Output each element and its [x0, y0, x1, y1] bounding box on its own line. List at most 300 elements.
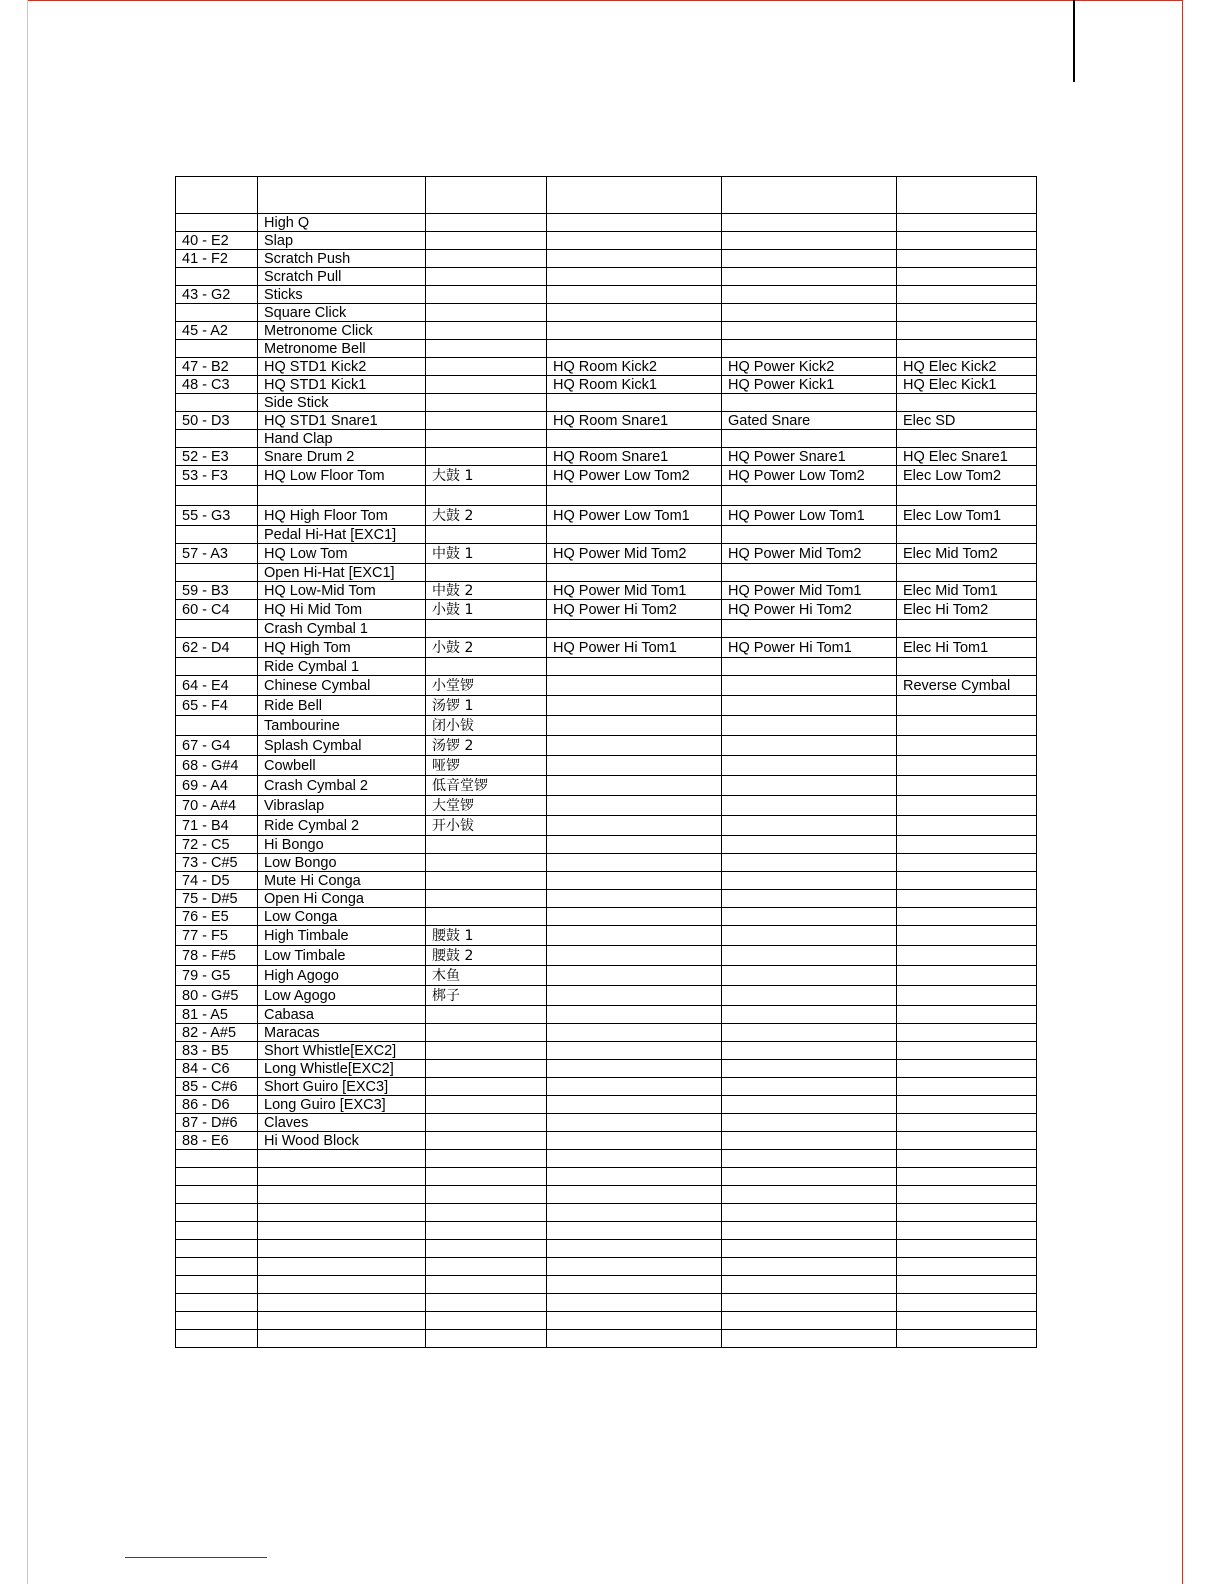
power-kit-cell	[722, 1132, 897, 1150]
power-kit-cell: HQ Power Hi Tom1	[722, 638, 897, 658]
elec-kit-cell	[897, 946, 1037, 966]
power-kit-cell	[722, 214, 897, 232]
chinese-name-cell	[426, 1132, 547, 1150]
room-kit-cell	[547, 1186, 722, 1204]
note-cell	[176, 1240, 258, 1258]
instrument-cell	[258, 1294, 426, 1312]
note-cell: 69 - A4	[176, 776, 258, 796]
instrument-cell: HQ STD1 Kick1	[258, 376, 426, 394]
note-cell	[176, 1258, 258, 1276]
room-kit-cell	[547, 340, 722, 358]
instrument-cell	[258, 1150, 426, 1168]
note-cell	[176, 1186, 258, 1204]
power-kit-cell	[722, 1312, 897, 1330]
note-cell: 68 - G#4	[176, 756, 258, 776]
note-cell	[176, 1150, 258, 1168]
instrument-cell: High Timbale	[258, 926, 426, 946]
elec-kit-cell	[897, 756, 1037, 776]
power-kit-cell: HQ Power Mid Tom1	[722, 582, 897, 600]
note-cell: 76 - E5	[176, 908, 258, 926]
instrument-cell: Slap	[258, 232, 426, 250]
chinese-name-cell: 小鼓 1	[426, 600, 547, 620]
note-cell: 87 - D#6	[176, 1114, 258, 1132]
chinese-name-cell	[426, 1240, 547, 1258]
elec-kit-cell	[897, 486, 1037, 506]
note-cell: 65 - F4	[176, 696, 258, 716]
room-kit-cell	[547, 1204, 722, 1222]
power-kit-cell	[722, 872, 897, 890]
room-kit-cell	[547, 1132, 722, 1150]
room-kit-cell	[547, 564, 722, 582]
note-cell: 62 - D4	[176, 638, 258, 658]
room-kit-cell	[547, 1114, 722, 1132]
room-kit-cell	[547, 1240, 722, 1258]
room-kit-cell: HQ Power Low Tom1	[547, 506, 722, 526]
room-kit-cell: HQ Power Mid Tom2	[547, 544, 722, 564]
room-kit-cell: HQ Power Hi Tom1	[547, 638, 722, 658]
elec-kit-cell	[897, 250, 1037, 268]
note-cell	[176, 1222, 258, 1240]
room-kit-cell: HQ Power Low Tom2	[547, 466, 722, 486]
table-row	[176, 358, 1037, 376]
power-kit-cell	[722, 1258, 897, 1276]
instrument-cell: Low Timbale	[258, 946, 426, 966]
instrument-cell	[258, 1240, 426, 1258]
room-kit-cell	[547, 890, 722, 908]
note-cell	[176, 716, 258, 736]
instrument-cell: HQ High Floor Tom	[258, 506, 426, 526]
note-cell: 83 - B5	[176, 1042, 258, 1060]
table-row	[176, 177, 1037, 214]
power-kit-cell	[722, 486, 897, 506]
elec-kit-cell	[897, 658, 1037, 676]
note-cell: 74 - D5	[176, 872, 258, 890]
room-kit-cell: HQ Room Snare1	[547, 448, 722, 466]
instrument-cell: Ride Cymbal 2	[258, 816, 426, 836]
chinese-name-cell: 小鼓 2	[426, 638, 547, 658]
elec-kit-cell	[897, 890, 1037, 908]
instrument-cell: Side Stick	[258, 394, 426, 412]
power-kit-cell	[722, 1204, 897, 1222]
power-kit-cell	[722, 1114, 897, 1132]
instrument-cell: HQ Low Floor Tom	[258, 466, 426, 486]
table-row	[176, 890, 1037, 908]
chinese-name-cell: 中鼓 1	[426, 544, 547, 564]
power-kit-cell	[722, 716, 897, 736]
note-cell: 41 - F2	[176, 250, 258, 268]
chinese-name-cell: 大鼓 1	[426, 466, 547, 486]
instrument-cell	[258, 1186, 426, 1204]
room-kit-cell	[547, 796, 722, 816]
table-row	[176, 946, 1037, 966]
power-kit-cell	[722, 1168, 897, 1186]
instrument-cell: Splash Cymbal	[258, 736, 426, 756]
room-kit-cell	[547, 214, 722, 232]
page-right-border	[1182, 0, 1183, 1584]
note-cell: 40 - E2	[176, 232, 258, 250]
elec-kit-cell	[897, 1204, 1037, 1222]
power-kit-cell: HQ Power Kick1	[722, 376, 897, 394]
elec-kit-cell	[897, 926, 1037, 946]
table-row	[176, 412, 1037, 430]
room-kit-cell	[547, 736, 722, 756]
room-kit-cell	[547, 1006, 722, 1024]
instrument-cell	[258, 1204, 426, 1222]
note-cell: 88 - E6	[176, 1132, 258, 1150]
power-kit-cell	[722, 1096, 897, 1114]
chinese-name-cell	[426, 1186, 547, 1204]
chinese-name-cell	[426, 250, 547, 268]
power-kit-cell: HQ Power Low Tom2	[722, 466, 897, 486]
room-kit-cell	[547, 966, 722, 986]
power-kit-cell	[722, 1222, 897, 1240]
room-kit-cell	[547, 816, 722, 836]
instrument-cell: Ride Cymbal 1	[258, 658, 426, 676]
instrument-cell: Metronome Click	[258, 322, 426, 340]
instrument-cell	[258, 177, 426, 214]
table-row	[176, 854, 1037, 872]
power-kit-cell	[722, 736, 897, 756]
table-row	[176, 466, 1037, 486]
power-kit-cell	[722, 854, 897, 872]
room-kit-cell	[547, 1024, 722, 1042]
elec-kit-cell: HQ Elec Snare1	[897, 448, 1037, 466]
power-kit-cell	[722, 1024, 897, 1042]
power-kit-cell	[722, 756, 897, 776]
chinese-name-cell	[426, 872, 547, 890]
room-kit-cell	[547, 908, 722, 926]
note-cell: 59 - B3	[176, 582, 258, 600]
table-row	[176, 1222, 1037, 1240]
power-kit-cell	[722, 816, 897, 836]
instrument-cell: Open Hi Conga	[258, 890, 426, 908]
chinese-name-cell	[426, 177, 547, 214]
room-kit-cell	[547, 776, 722, 796]
table-row	[176, 908, 1037, 926]
elec-kit-cell	[897, 232, 1037, 250]
page-left-border	[27, 0, 28, 1584]
chinese-name-cell	[426, 1042, 547, 1060]
room-kit-cell	[547, 872, 722, 890]
instrument-cell: Scratch Push	[258, 250, 426, 268]
instrument-cell: Long Whistle[EXC2]	[258, 1060, 426, 1078]
note-cell	[176, 620, 258, 638]
note-cell	[176, 1330, 258, 1348]
elec-kit-cell	[897, 1114, 1037, 1132]
elec-kit-cell	[897, 1258, 1037, 1276]
note-cell	[176, 340, 258, 358]
power-kit-cell	[722, 658, 897, 676]
note-cell: 80 - G#5	[176, 986, 258, 1006]
table-row	[176, 776, 1037, 796]
elec-kit-cell: Elec SD	[897, 412, 1037, 430]
instrument-cell: Low Bongo	[258, 854, 426, 872]
elec-kit-cell	[897, 1312, 1037, 1330]
instrument-cell: Tambourine	[258, 716, 426, 736]
table-row	[176, 232, 1037, 250]
room-kit-cell	[547, 1150, 722, 1168]
power-kit-cell	[722, 1294, 897, 1312]
instrument-cell: High Q	[258, 214, 426, 232]
chinese-name-cell	[426, 1150, 547, 1168]
table-row	[176, 1240, 1037, 1258]
elec-kit-cell	[897, 1042, 1037, 1060]
power-kit-cell	[722, 564, 897, 582]
elec-kit-cell: Elec Hi Tom1	[897, 638, 1037, 658]
room-kit-cell: HQ Room Kick1	[547, 376, 722, 394]
note-cell	[176, 1168, 258, 1186]
table-row	[176, 1204, 1037, 1222]
elec-kit-cell: Elec Low Tom2	[897, 466, 1037, 486]
elec-kit-cell: HQ Elec Kick2	[897, 358, 1037, 376]
instrument-cell: Hand Clap	[258, 430, 426, 448]
table-row	[176, 676, 1037, 696]
instrument-cell: Maracas	[258, 1024, 426, 1042]
instrument-cell: Low Conga	[258, 908, 426, 926]
elec-kit-cell	[897, 908, 1037, 926]
chinese-name-cell	[426, 658, 547, 676]
note-cell	[176, 430, 258, 448]
table-row	[176, 1330, 1037, 1348]
elec-kit-cell	[897, 1276, 1037, 1294]
note-cell: 73 - C#5	[176, 854, 258, 872]
power-kit-cell: HQ Power Mid Tom2	[722, 544, 897, 564]
table-row	[176, 872, 1037, 890]
table-row	[176, 716, 1037, 736]
elec-kit-cell	[897, 177, 1037, 214]
power-kit-cell	[722, 340, 897, 358]
room-kit-cell	[547, 1222, 722, 1240]
chinese-name-cell	[426, 1222, 547, 1240]
room-kit-cell	[547, 1168, 722, 1186]
power-kit-cell	[722, 966, 897, 986]
power-kit-cell	[722, 286, 897, 304]
table-row	[176, 214, 1037, 232]
note-cell: 60 - C4	[176, 600, 258, 620]
chinese-name-cell: 中鼓 2	[426, 582, 547, 600]
instrument-cell: Pedal Hi-Hat [EXC1]	[258, 526, 426, 544]
instrument-cell: Mute Hi Conga	[258, 872, 426, 890]
room-kit-cell	[547, 486, 722, 506]
table-row	[176, 1132, 1037, 1150]
power-kit-cell	[722, 926, 897, 946]
room-kit-cell	[547, 1078, 722, 1096]
instrument-cell: HQ Low Tom	[258, 544, 426, 564]
chinese-name-cell: 梆子	[426, 986, 547, 1006]
elec-kit-cell	[897, 340, 1037, 358]
room-kit-cell	[547, 836, 722, 854]
note-cell: 50 - D3	[176, 412, 258, 430]
note-cell: 71 - B4	[176, 816, 258, 836]
note-cell	[176, 304, 258, 322]
note-cell: 70 - A#4	[176, 796, 258, 816]
instrument-cell: Short Whistle[EXC2]	[258, 1042, 426, 1060]
power-kit-cell	[722, 1060, 897, 1078]
power-kit-cell	[722, 1042, 897, 1060]
room-kit-cell	[547, 946, 722, 966]
note-cell	[176, 394, 258, 412]
room-kit-cell	[547, 1060, 722, 1078]
elec-kit-cell	[897, 1132, 1037, 1150]
elec-kit-cell	[897, 1186, 1037, 1204]
room-kit-cell	[547, 854, 722, 872]
note-cell: 72 - C5	[176, 836, 258, 854]
table-row	[176, 506, 1037, 526]
elec-kit-cell	[897, 986, 1037, 1006]
table-row	[176, 376, 1037, 394]
note-cell	[176, 214, 258, 232]
chinese-name-cell	[426, 486, 547, 506]
instrument-cell: Short Guiro [EXC3]	[258, 1078, 426, 1096]
instrument-cell	[258, 1168, 426, 1186]
chinese-name-cell: 腰鼓 1	[426, 926, 547, 946]
instrument-cell: HQ High Tom	[258, 638, 426, 658]
elec-kit-cell	[897, 966, 1037, 986]
elec-kit-cell	[897, 1024, 1037, 1042]
power-kit-cell	[722, 394, 897, 412]
room-kit-cell	[547, 1294, 722, 1312]
instrument-cell: Metronome Bell	[258, 340, 426, 358]
power-kit-cell: Gated Snare	[722, 412, 897, 430]
power-kit-cell	[722, 232, 897, 250]
power-kit-cell	[722, 620, 897, 638]
instrument-cell: HQ STD1 Kick2	[258, 358, 426, 376]
chinese-name-cell	[426, 340, 547, 358]
table-row	[176, 448, 1037, 466]
power-kit-cell	[722, 1240, 897, 1258]
instrument-cell: Chinese Cymbal	[258, 676, 426, 696]
table-row	[176, 1150, 1037, 1168]
elec-kit-cell	[897, 430, 1037, 448]
room-kit-cell	[547, 1312, 722, 1330]
elec-kit-cell	[897, 1006, 1037, 1024]
table-row	[176, 1024, 1037, 1042]
chinese-name-cell: 腰鼓 2	[426, 946, 547, 966]
chinese-name-cell	[426, 1060, 547, 1078]
table-row	[176, 394, 1037, 412]
chinese-name-cell	[426, 1168, 547, 1186]
chinese-name-cell	[426, 268, 547, 286]
power-kit-cell	[722, 776, 897, 796]
power-kit-cell: HQ Power Hi Tom2	[722, 600, 897, 620]
chinese-name-cell	[426, 430, 547, 448]
table-row	[176, 268, 1037, 286]
room-kit-cell	[547, 286, 722, 304]
chinese-name-cell	[426, 322, 547, 340]
chinese-name-cell: 哑锣	[426, 756, 547, 776]
instrument-cell: HQ STD1 Snare1	[258, 412, 426, 430]
table-row	[176, 816, 1037, 836]
instrument-cell	[258, 1222, 426, 1240]
chinese-name-cell	[426, 448, 547, 466]
table-row	[176, 1114, 1037, 1132]
instrument-cell: Open Hi-Hat [EXC1]	[258, 564, 426, 582]
table-row	[176, 1096, 1037, 1114]
table-row	[176, 1006, 1037, 1024]
chinese-name-cell	[426, 1006, 547, 1024]
note-cell	[176, 177, 258, 214]
instrument-cell: Sticks	[258, 286, 426, 304]
chinese-name-cell	[426, 1078, 547, 1096]
room-kit-cell	[547, 1330, 722, 1348]
table-row	[176, 430, 1037, 448]
table-row	[176, 966, 1037, 986]
table-row	[176, 836, 1037, 854]
instrument-cell: Claves	[258, 1114, 426, 1132]
room-kit-cell	[547, 322, 722, 340]
table-row	[176, 796, 1037, 816]
power-kit-cell	[722, 304, 897, 322]
note-cell: 67 - G4	[176, 736, 258, 756]
drum-table-body	[176, 177, 1037, 1348]
table-row	[176, 620, 1037, 638]
table-row	[176, 1042, 1037, 1060]
elec-kit-cell	[897, 394, 1037, 412]
elec-kit-cell	[897, 286, 1037, 304]
room-kit-cell	[547, 676, 722, 696]
elec-kit-cell	[897, 1294, 1037, 1312]
chinese-name-cell: 汤锣 2	[426, 736, 547, 756]
elec-kit-cell: Elec Mid Tom2	[897, 544, 1037, 564]
room-kit-cell	[547, 304, 722, 322]
chinese-name-cell	[426, 1294, 547, 1312]
note-cell: 82 - A#5	[176, 1024, 258, 1042]
elec-kit-cell	[897, 268, 1037, 286]
elec-kit-cell	[897, 564, 1037, 582]
room-kit-cell	[547, 1276, 722, 1294]
chinese-name-cell	[426, 908, 547, 926]
elec-kit-cell	[897, 1222, 1037, 1240]
room-kit-cell	[547, 1258, 722, 1276]
room-kit-cell: HQ Power Hi Tom2	[547, 600, 722, 620]
room-kit-cell	[547, 268, 722, 286]
power-kit-cell	[722, 1276, 897, 1294]
chinese-name-cell: 低音堂锣	[426, 776, 547, 796]
elec-kit-cell	[897, 816, 1037, 836]
power-kit-cell: HQ Power Snare1	[722, 448, 897, 466]
chinese-name-cell	[426, 526, 547, 544]
elec-kit-cell	[897, 1330, 1037, 1348]
elec-kit-cell	[897, 854, 1037, 872]
note-cell	[176, 564, 258, 582]
power-kit-cell	[722, 946, 897, 966]
elec-kit-cell	[897, 214, 1037, 232]
chinese-name-cell	[426, 214, 547, 232]
room-kit-cell	[547, 716, 722, 736]
elec-kit-cell	[897, 1168, 1037, 1186]
table-row	[176, 1078, 1037, 1096]
elec-kit-cell	[897, 872, 1037, 890]
table-row	[176, 638, 1037, 658]
power-kit-cell: HQ Power Low Tom1	[722, 506, 897, 526]
elec-kit-cell: Elec Mid Tom1	[897, 582, 1037, 600]
elec-kit-cell	[897, 304, 1037, 322]
room-kit-cell	[547, 1096, 722, 1114]
power-kit-cell	[722, 908, 897, 926]
instrument-cell: Hi Bongo	[258, 836, 426, 854]
elec-kit-cell	[897, 836, 1037, 854]
table-row	[176, 322, 1037, 340]
instrument-cell	[258, 1312, 426, 1330]
note-cell: 64 - E4	[176, 676, 258, 696]
note-cell: 53 - F3	[176, 466, 258, 486]
power-kit-cell	[722, 1006, 897, 1024]
chinese-name-cell: 小堂锣	[426, 676, 547, 696]
table-row	[176, 304, 1037, 322]
table-row	[176, 600, 1037, 620]
elec-kit-cell	[897, 696, 1037, 716]
power-kit-cell	[722, 1078, 897, 1096]
